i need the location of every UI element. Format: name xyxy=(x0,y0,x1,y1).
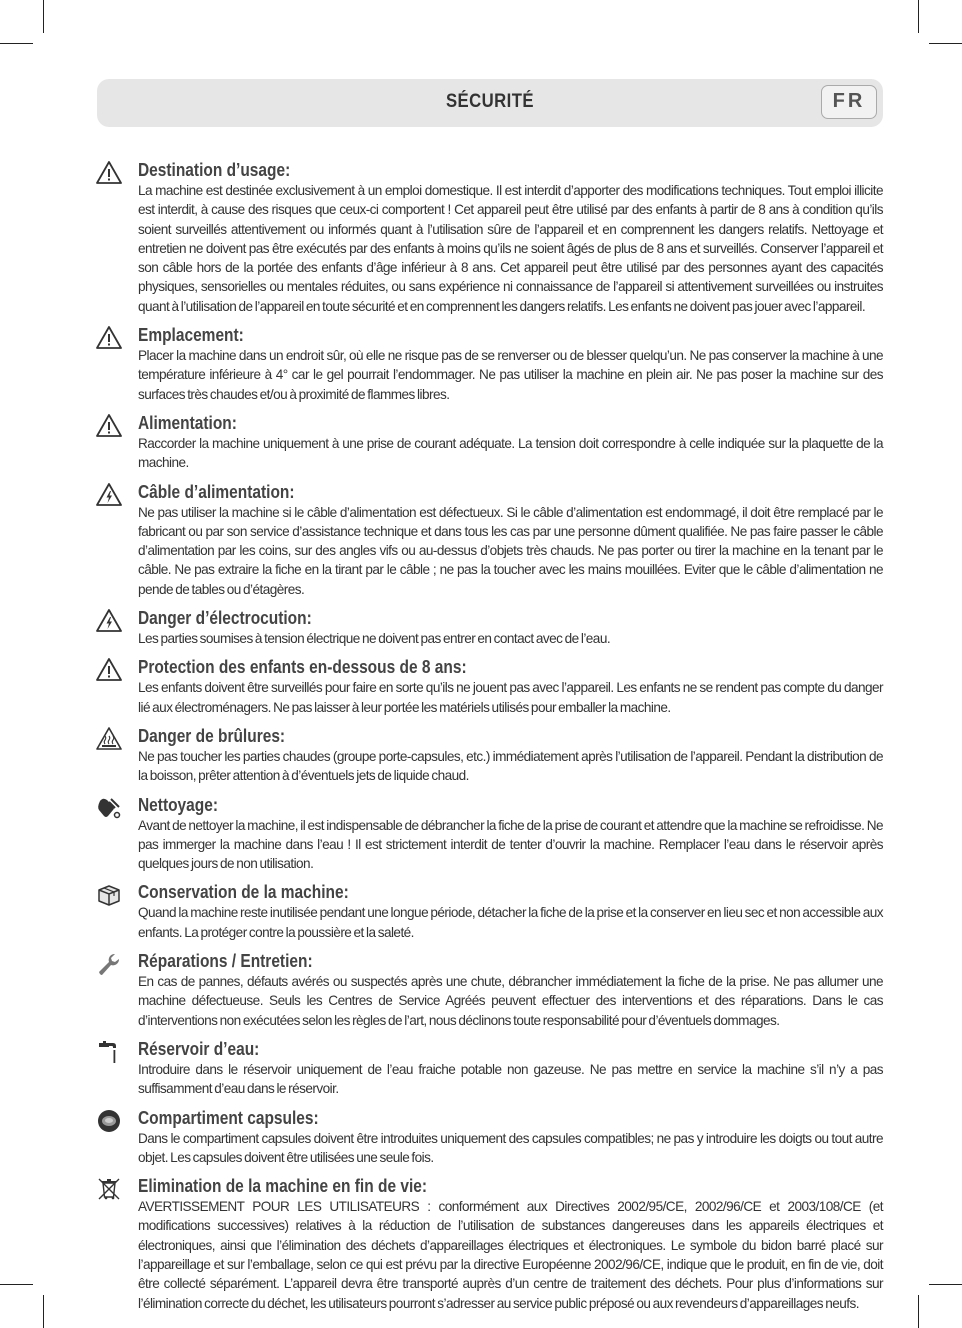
safety-section xyxy=(96,324,883,404)
safety-section xyxy=(96,1107,883,1168)
page-title: SÉCURITÉ xyxy=(445,91,535,112)
crossed-bin-icon xyxy=(96,1176,122,1202)
section-body: AVERTISSEMENT POUR LES UTILISATEURS : conformément aux Directives 2002/95/CE, 2002/96/CE et 2003/108/CE (et modifications successives) relatives à la réduction de l’utilisation de substances dangereuses dans les appareils électriques et électroniques, ainsi que l’élimination des déchets d’appareillages électriques et électroniques. Le symbole du bidon barré placé sur l’appareillage et sur l’emballage, selon ce qui est prévu par la directive Européenne 2002/96/CE, indique que le produit, en fin de vie, doit être collecté séparément. L’appareil devra être transporté auprès d’un centre de traitement des déchets. Pour plus d’informations sur l’élimination correcte du déchet, les utilisateurs pourront s’adresser au service public préposé ou aux revendeurs d’appareillages neufs. xyxy=(138,1199,883,1311)
warning-triangle-icon xyxy=(96,325,122,351)
warning-triangle-icon xyxy=(96,413,122,439)
section-title: Réservoir d’eau: xyxy=(138,1038,260,1059)
crop-mark xyxy=(929,1284,962,1285)
safety-section xyxy=(96,656,883,717)
safety-section xyxy=(96,607,883,648)
safety-content xyxy=(96,159,883,1321)
section-title: Elimination de la machine en fin de vie: xyxy=(138,1176,428,1197)
safety-section xyxy=(96,950,883,1030)
section-title: Réparations / Entretien: xyxy=(138,951,313,972)
section-title: Destination d’usage: xyxy=(138,160,291,180)
water-tap-icon xyxy=(96,1039,122,1065)
safety-section xyxy=(96,159,883,316)
wrench-icon xyxy=(96,951,122,977)
section-title: Compartiment capsules: xyxy=(138,1107,319,1128)
crop-mark xyxy=(918,0,919,33)
hot-surface-icon xyxy=(96,726,122,752)
storage-box-icon xyxy=(96,882,122,908)
section-title: Alimentation: xyxy=(138,412,237,433)
electric-warning-icon xyxy=(96,608,122,634)
safety-section xyxy=(96,1175,883,1313)
safety-section xyxy=(96,412,883,473)
section-body: La machine est destinée exclusivement à un emploi domestique. Il est interdit d’apporter des modifications techniques. Tout emploi illicite est interdit, à cause des risques que ceux-ci comportent ! Cet appareil peut être utilisé par des enfants à partir de 8 ans à condition qu’ils soient surveillés attentivement ou informés quant à l’utilisation sûre de l’appareil et en comprennent les dangers relatifs. Nettoyage et entretien ne doivent pas être exécutés par des enfants à moins qu’ils ne soient âgés de plus de 8 ans et surveillés. Conserver l’appareil et son câble hors de la portée des enfants d’âge inférieur à 8 ans. Cet appareil peut être utilisé par des personnes ayant des capacités physiques, sensorielles ou mentales réduites, ou sans expérience ni connaissance de l’appareil si attentivement surveillées ou instruites quant à l’utilisation de l’appareil en toute sécurité et en comprennent les dangers relatifs. Les enfants ne doivent pas jouer avec l’appareil. xyxy=(138,183,883,314)
section-title: Nettoyage: xyxy=(138,794,218,815)
safety-section xyxy=(96,1038,883,1099)
crop-mark xyxy=(0,43,33,44)
electric-warning-icon xyxy=(96,482,122,508)
section-body: Ne pas utiliser la machine si le câble d’alimentation est défectueux. Si le câble d’alimentation est endommagé, il doit être remplacé par le fabricant ou par son service d’assistance technique et dans tous les cas par une personne dûment qualifiée. Ne pas faire passer le câble d’alimentation par les coins, sur des angles vifs ou au-dessus d’objets très chauds. Ne pas porter ou tirer la machine en la tenant par le câble. Ne pas extraire la fiche en la tirant par le câble ; ne pas la toucher avec les mains mouillées. Eviter que le câble d’alimentation ne pende de tables ou d’étagères. xyxy=(138,504,883,597)
section-body: Introduire dans le réservoir uniquement de l’eau fraiche potable non gazeuse. Ne pas mettre en service la machine s’il n’y a pas suffisamment d’eau dans le réservoir. xyxy=(138,1061,883,1097)
crop-mark xyxy=(0,1284,33,1285)
cleaning-hand-icon xyxy=(96,795,122,821)
section-title: Emplacement: xyxy=(138,325,244,346)
section-body: En cas de pannes, défauts avérés ou suspectés après une chute, débrancher immédiatement la fiche de la prise. Ne pas allumer une machine défectueuse. Seuls les Centres de Service Agréés peuvent effectuer des interventions et des réparations. Dans le cas d’interventions non exécutées selon les règles de l’art, nous déclinons toute responsabilité pour d’éventuels dommages. xyxy=(138,974,883,1028)
section-title: Danger de brûlures: xyxy=(138,725,286,746)
warning-triangle-icon xyxy=(96,657,122,683)
section-title: Protection des enfants en-dessous de 8 ans: xyxy=(138,657,467,678)
page-header xyxy=(97,79,883,127)
safety-section xyxy=(96,725,883,786)
section-body: Ne pas toucher les parties chaudes (groupe porte-capsules, etc.) immédiatement après l’utilisation de l’appareil. Pendant la distribution de la boisson, prêter attention à d’éventuels jets de liquide chaud. xyxy=(138,748,883,784)
section-body: Dans le compartiment capsules doivent être introduites uniquement des capsules compatibles; ne pas y introduire les doigts ou tout autre objet. Les capsules doivent être utilisées une seule fois. xyxy=(138,1130,883,1165)
section-title: Câble d’alimentation: xyxy=(138,481,295,502)
section-title: Conservation de la machine: xyxy=(138,882,349,903)
crop-mark xyxy=(43,1295,44,1328)
language-badge: FR xyxy=(821,85,877,119)
safety-section xyxy=(96,481,883,599)
crop-mark xyxy=(43,0,44,33)
section-body: Raccorder la machine uniquement à une prise de courant adéquate. La tension doit correspondre à celle indiquée sur la plaquette de la machine. xyxy=(138,435,883,471)
crop-mark xyxy=(918,1295,919,1328)
safety-section xyxy=(96,794,883,874)
section-body: Quand la machine reste inutilisée pendant une longue période, détacher la fiche de la prise et la conserver en lieu sec et non accessible aux enfants. La protéger contre la poussière et la saleté. xyxy=(138,905,883,940)
safety-section xyxy=(96,881,883,942)
section-title: Danger d’électrocution: xyxy=(138,608,312,629)
crop-mark xyxy=(929,43,962,44)
section-body: Avant de nettoyer la machine, il est indispensable de débrancher la fiche de la prise de courant et attendre que la machine se refroidisse. Ne pas immerger la machine dans l’eau ! Il est strictement interdit de tenter d’ouvrir la machine. Remplacer l’eau dans le réservoir après quelques jours de non utilisation. xyxy=(138,817,883,872)
section-body: Placer la machine dans un endroit sûr, où elle ne risque pas de se renverser ou de blesser quelqu’un. Ne pas conserver la machine à une température inférieure à 4° car le gel pourrait l’endommager. Ne pas utiliser la machine en plein air. Ne pas poser la machine sur des surfaces très chaudes et/ou à proximité de flammes libres. xyxy=(138,348,883,402)
section-body: Les enfants doivent être surveillés pour faire en sorte qu’ils ne jouent pas avec l’appareil. Les enfants ne se rendent pas compte du danger lié aux électroménagers. Ne pas laisser à leur portée les matériels utilisés pour emballer la machine. xyxy=(138,680,883,715)
warning-triangle-icon xyxy=(96,160,122,186)
capsule-icon xyxy=(96,1108,122,1134)
section-body: Les parties soumises à tension électrique ne doivent pas entrer en contact avec de l’eau. xyxy=(138,631,611,647)
